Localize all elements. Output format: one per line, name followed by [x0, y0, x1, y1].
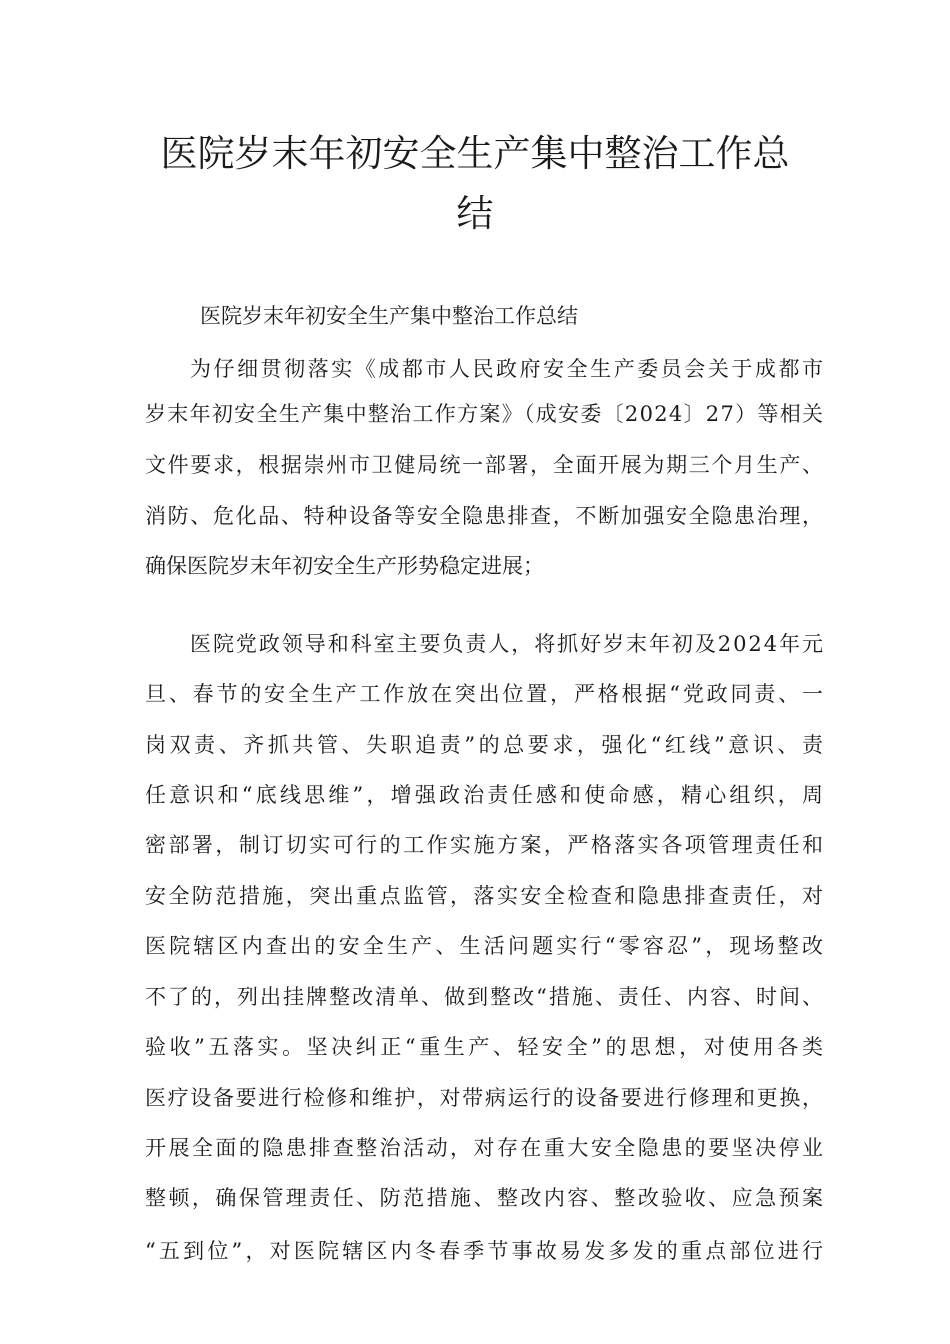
title-line-1: 医院岁末年初安全生产集中整治工作总: [160, 132, 790, 175]
body-line-text: 为仔细贯彻落实《成都市人民政府安全生产委员会关于成都市: [190, 357, 826, 381]
body-line-text: 确保医院岁末年初安全生产形势稳定进展；: [145, 554, 544, 578]
body-line-text: “五到位”，对医院辖区内冬春季节事故易发多发的重点部位进行: [145, 1239, 827, 1263]
body-line-text: 医院党政领导和科室主要负责人，将抓好岁末年初及2024年元: [190, 632, 825, 656]
subtitle-text: 医院岁末年初安全生产集中整治工作总结: [200, 304, 578, 328]
body-line-text: 岗双责、齐抓共管、失职追责”的总要求，强化“红线”意识、责: [145, 733, 827, 757]
body-line-text: 验收”五落实。坚决纠正“重生产、轻安全”的思想，对使用各类: [145, 1035, 827, 1059]
body-line-text: 整顿，确保管理责任、防范措施、整改内容、整改验收、应急预案: [145, 1186, 826, 1210]
body-line-text: 旦、春节的安全生产工作放在突出位置，严格根据“党政同责、一: [145, 682, 826, 706]
body-line-text: 不了的，列出挂牌整改清单、做到整改“措施、责任、内容、时间、: [145, 985, 826, 1009]
body-line-text: 岁末年初安全生产集中整治工作方案》（成安委〔2024〕27）等相关: [145, 402, 825, 426]
body-line-text: 文件要求，根据崇州市卫健局统一部署，全面开展为期三个月生产、: [145, 453, 825, 477]
body-line-text: 安全防范措施，突出重点监管，落实安全检查和隐患排查责任，对: [145, 884, 826, 908]
body-line-text: 任意识和“底线思维”，增强政治责任感和使命感，精心组织，周: [145, 783, 827, 807]
document-title: [120, 124, 830, 244]
body-line-text: 医疗设备要进行检修和维护，对带病运行的设备要进行修理和更换，: [145, 1086, 825, 1110]
title-line-2: 结: [456, 192, 494, 235]
body-line-text: 密部署，制订切实可行的工作实施方案，严格落实各项管理责任和: [145, 833, 826, 857]
body-line-text: 消防、危化品、特种设备等安全隐患排查，不断加强安全隐患治理，: [145, 504, 825, 528]
body-line-text: 开展全面的隐患排查整治活动，对存在重大安全隐患的要坚决停业: [145, 1136, 826, 1160]
body-line-text: 医院辖区内查出的安全生产、生活问题实行“零容忍”，现场整改: [145, 934, 827, 958]
